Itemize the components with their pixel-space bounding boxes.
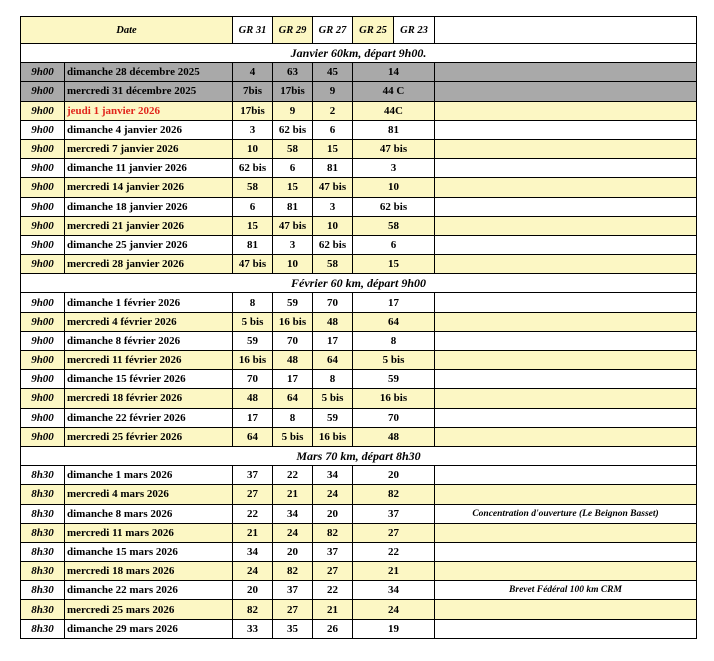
row-time: 9h00 — [21, 178, 65, 197]
row-date: dimanche 15 mars 2026 — [65, 542, 233, 561]
row-gr31: 22 — [233, 504, 273, 523]
row-date: dimanche 1 février 2026 — [65, 293, 233, 312]
row-gr31: 82 — [233, 600, 273, 619]
row-gr27: 6 — [313, 120, 353, 139]
schedule-row — [21, 389, 697, 408]
row-date: dimanche 22 mars 2026 — [65, 581, 233, 600]
row-gr25: 5 bis — [353, 351, 435, 370]
row-note — [435, 523, 697, 542]
schedule-row — [21, 312, 697, 331]
schedule-body — [21, 17, 697, 639]
row-gr25: 8 — [353, 331, 435, 350]
row-gr31: 64 — [233, 427, 273, 446]
row-gr31: 15 — [233, 216, 273, 235]
schedule-row — [21, 542, 697, 561]
row-date: dimanche 28 décembre 2025 — [65, 63, 233, 82]
row-time: 9h00 — [21, 63, 65, 82]
header-gr29: GR 29 — [273, 17, 313, 44]
row-gr31: 3 — [233, 120, 273, 139]
row-gr27: 24 — [313, 485, 353, 504]
row-gr25: 21 — [353, 562, 435, 581]
row-date: mercredi 14 janvier 2026 — [65, 178, 233, 197]
row-date: mercredi 25 février 2026 — [65, 427, 233, 446]
row-gr25: 10 — [353, 178, 435, 197]
row-note: Concentration d'ouverture (Le Beignon Basset) — [435, 504, 697, 523]
row-gr25: 22 — [353, 542, 435, 561]
row-gr27: 81 — [313, 159, 353, 178]
row-gr27: 45 — [313, 63, 353, 82]
header-gr25-gr23 — [353, 17, 435, 44]
row-gr29: 82 — [273, 562, 313, 581]
row-date: jeudi 1 janvier 2026 — [65, 101, 233, 120]
header-notes — [435, 17, 697, 44]
row-gr29: 10 — [273, 255, 313, 274]
section-header — [21, 446, 697, 465]
row-date: dimanche 15 février 2026 — [65, 370, 233, 389]
row-gr31: 62 bis — [233, 159, 273, 178]
schedule-row — [21, 159, 697, 178]
row-date: mercredi 11 février 2026 — [65, 351, 233, 370]
schedule-row — [21, 255, 697, 274]
row-gr25: 82 — [353, 485, 435, 504]
row-gr25: 81 — [353, 120, 435, 139]
section-title: Janvier 60km, départ 9h00. — [21, 44, 697, 63]
row-time: 9h00 — [21, 120, 65, 139]
row-gr31: 10 — [233, 139, 273, 158]
row-gr31: 47 bis — [233, 255, 273, 274]
row-time: 9h00 — [21, 255, 65, 274]
schedule-row — [21, 82, 697, 101]
row-gr29: 59 — [273, 293, 313, 312]
row-time: 9h00 — [21, 331, 65, 350]
row-gr31: 4 — [233, 63, 273, 82]
row-note — [435, 159, 697, 178]
schedule-row — [21, 523, 697, 542]
row-time: 8h30 — [21, 485, 65, 504]
schedule-row — [21, 139, 697, 158]
schedule-table — [20, 16, 697, 639]
schedule-row — [21, 178, 697, 197]
row-gr27: 47 bis — [313, 178, 353, 197]
row-gr29: 37 — [273, 581, 313, 600]
row-note — [435, 389, 697, 408]
row-gr25: 27 — [353, 523, 435, 542]
row-note — [435, 619, 697, 638]
row-note — [435, 312, 697, 331]
row-gr27: 3 — [313, 197, 353, 216]
schedule-row — [21, 216, 697, 235]
row-note — [435, 600, 697, 619]
row-gr31: 17bis — [233, 101, 273, 120]
row-gr27: 82 — [313, 523, 353, 542]
row-gr25: 14 — [353, 63, 435, 82]
schedule-row — [21, 120, 697, 139]
row-note — [435, 370, 697, 389]
row-gr29: 8 — [273, 408, 313, 427]
section-title: Mars 70 km, départ 8h30 — [21, 446, 697, 465]
row-gr25: 37 — [353, 504, 435, 523]
schedule-row — [21, 466, 697, 485]
row-gr27: 70 — [313, 293, 353, 312]
row-time: 8h30 — [21, 581, 65, 600]
row-gr31: 24 — [233, 562, 273, 581]
schedule-row — [21, 427, 697, 446]
row-gr27: 22 — [313, 581, 353, 600]
row-gr27: 17 — [313, 331, 353, 350]
row-time: 8h30 — [21, 619, 65, 638]
row-gr29: 16 bis — [273, 312, 313, 331]
row-note — [435, 235, 697, 254]
row-gr29: 64 — [273, 389, 313, 408]
schedule-row — [21, 370, 697, 389]
row-time: 9h00 — [21, 370, 65, 389]
row-note — [435, 562, 697, 581]
row-gr31: 8 — [233, 293, 273, 312]
row-time: 9h00 — [21, 389, 65, 408]
row-gr25: 6 — [353, 235, 435, 254]
schedule-row — [21, 600, 697, 619]
row-gr31: 58 — [233, 178, 273, 197]
row-time: 9h00 — [21, 197, 65, 216]
row-date: dimanche 4 janvier 2026 — [65, 120, 233, 139]
row-gr31: 17 — [233, 408, 273, 427]
row-note — [435, 197, 697, 216]
row-gr29: 21 — [273, 485, 313, 504]
row-gr29: 20 — [273, 542, 313, 561]
row-note — [435, 408, 697, 427]
row-gr25: 17 — [353, 293, 435, 312]
section-title: Février 60 km, départ 9h00 — [21, 274, 697, 293]
schedule-row — [21, 293, 697, 312]
row-gr29: 34 — [273, 504, 313, 523]
row-note — [435, 293, 697, 312]
row-date: mercredi 4 février 2026 — [65, 312, 233, 331]
row-date: dimanche 8 février 2026 — [65, 331, 233, 350]
row-gr27: 16 bis — [313, 427, 353, 446]
header-gr31: GR 31 — [233, 17, 273, 44]
row-gr29: 70 — [273, 331, 313, 350]
row-gr25: 44 C — [353, 82, 435, 101]
row-gr25: 20 — [353, 466, 435, 485]
row-gr29: 63 — [273, 63, 313, 82]
row-gr29: 6 — [273, 159, 313, 178]
row-time: 9h00 — [21, 139, 65, 158]
row-gr31: 7bis — [233, 82, 273, 101]
schedule-row — [21, 235, 697, 254]
row-note — [435, 351, 697, 370]
row-gr31: 34 — [233, 542, 273, 561]
row-gr27: 48 — [313, 312, 353, 331]
row-gr27: 64 — [313, 351, 353, 370]
row-time: 8h30 — [21, 600, 65, 619]
row-gr29: 3 — [273, 235, 313, 254]
row-gr31: 70 — [233, 370, 273, 389]
header-gr25: GR 25 — [353, 17, 394, 43]
schedule-row — [21, 63, 697, 82]
row-gr31: 81 — [233, 235, 273, 254]
row-date: mercredi 25 mars 2026 — [65, 600, 233, 619]
row-gr27: 62 bis — [313, 235, 353, 254]
row-time: 9h00 — [21, 159, 65, 178]
schedule-row — [21, 331, 697, 350]
row-gr29: 9 — [273, 101, 313, 120]
row-time: 9h00 — [21, 351, 65, 370]
row-gr29: 35 — [273, 619, 313, 638]
row-gr27: 37 — [313, 542, 353, 561]
row-gr25: 62 bis — [353, 197, 435, 216]
row-gr27: 15 — [313, 139, 353, 158]
row-gr29: 22 — [273, 466, 313, 485]
row-gr29: 58 — [273, 139, 313, 158]
row-gr29: 5 bis — [273, 427, 313, 446]
header-gr23: GR 23 — [400, 24, 428, 36]
row-gr25: 44C — [353, 101, 435, 120]
row-note — [435, 101, 697, 120]
row-gr27: 5 bis — [313, 389, 353, 408]
row-date: mercredi 28 janvier 2026 — [65, 255, 233, 274]
row-date: dimanche 22 février 2026 — [65, 408, 233, 427]
row-gr25: 19 — [353, 619, 435, 638]
row-gr27: 27 — [313, 562, 353, 581]
row-gr31: 33 — [233, 619, 273, 638]
row-note — [435, 120, 697, 139]
row-gr27: 2 — [313, 101, 353, 120]
row-gr25: 47 bis — [353, 139, 435, 158]
row-date: dimanche 1 mars 2026 — [65, 466, 233, 485]
row-gr31: 27 — [233, 485, 273, 504]
row-time: 9h00 — [21, 101, 65, 120]
row-gr25: 3 — [353, 159, 435, 178]
row-note — [435, 178, 697, 197]
row-note — [435, 139, 697, 158]
row-time: 9h00 — [21, 427, 65, 446]
row-gr25: 15 — [353, 255, 435, 274]
row-note — [435, 542, 697, 561]
row-gr25: 59 — [353, 370, 435, 389]
row-gr27: 34 — [313, 466, 353, 485]
row-time: 9h00 — [21, 216, 65, 235]
row-note — [435, 466, 697, 485]
row-date: mercredi 7 janvier 2026 — [65, 139, 233, 158]
row-gr25: 16 bis — [353, 389, 435, 408]
row-time: 8h30 — [21, 562, 65, 581]
row-gr25: 64 — [353, 312, 435, 331]
schedule-row — [21, 101, 697, 120]
schedule-row — [21, 351, 697, 370]
row-note — [435, 63, 697, 82]
row-time: 8h30 — [21, 542, 65, 561]
row-gr31: 20 — [233, 581, 273, 600]
schedule-row — [21, 485, 697, 504]
row-note — [435, 485, 697, 504]
row-time: 9h00 — [21, 312, 65, 331]
row-gr29: 27 — [273, 600, 313, 619]
row-date: dimanche 11 janvier 2026 — [65, 159, 233, 178]
row-gr31: 16 bis — [233, 351, 273, 370]
row-time: 8h30 — [21, 523, 65, 542]
row-date: mercredi 18 février 2026 — [65, 389, 233, 408]
section-header — [21, 274, 697, 293]
row-gr25: 24 — [353, 600, 435, 619]
row-gr25: 58 — [353, 216, 435, 235]
row-gr31: 48 — [233, 389, 273, 408]
row-date: dimanche 18 janvier 2026 — [65, 197, 233, 216]
row-gr29: 47 bis — [273, 216, 313, 235]
row-gr27: 58 — [313, 255, 353, 274]
row-gr27: 9 — [313, 82, 353, 101]
schedule-row — [21, 619, 697, 638]
row-time: 9h00 — [21, 293, 65, 312]
row-gr29: 48 — [273, 351, 313, 370]
row-note — [435, 216, 697, 235]
row-gr29: 62 bis — [273, 120, 313, 139]
row-gr31: 21 — [233, 523, 273, 542]
row-gr27: 20 — [313, 504, 353, 523]
row-date: mercredi 4 mars 2026 — [65, 485, 233, 504]
header-row — [21, 17, 697, 44]
row-gr29: 81 — [273, 197, 313, 216]
row-note — [435, 82, 697, 101]
row-date: mercredi 18 mars 2026 — [65, 562, 233, 581]
row-gr25: 34 — [353, 581, 435, 600]
row-time: 8h30 — [21, 466, 65, 485]
row-date: mercredi 11 mars 2026 — [65, 523, 233, 542]
row-time: 9h00 — [21, 82, 65, 101]
row-date: mercredi 31 décembre 2025 — [65, 82, 233, 101]
header-gr27: GR 27 — [313, 17, 353, 44]
row-gr31: 37 — [233, 466, 273, 485]
section-header — [21, 44, 697, 63]
row-note — [435, 427, 697, 446]
schedule-row — [21, 408, 697, 427]
row-gr27: 21 — [313, 600, 353, 619]
schedule-row — [21, 562, 697, 581]
row-gr27: 8 — [313, 370, 353, 389]
row-gr29: 15 — [273, 178, 313, 197]
row-date: dimanche 25 janvier 2026 — [65, 235, 233, 254]
row-gr27: 26 — [313, 619, 353, 638]
row-time: 9h00 — [21, 408, 65, 427]
row-gr31: 5 bis — [233, 312, 273, 331]
row-gr27: 59 — [313, 408, 353, 427]
row-date: mercredi 21 janvier 2026 — [65, 216, 233, 235]
row-gr29: 17bis — [273, 82, 313, 101]
row-gr29: 17 — [273, 370, 313, 389]
row-gr31: 6 — [233, 197, 273, 216]
header-date: Date — [21, 17, 233, 44]
row-gr25: 48 — [353, 427, 435, 446]
row-gr29: 24 — [273, 523, 313, 542]
row-note: Brevet Fédéral 100 km CRM — [435, 581, 697, 600]
row-gr25: 70 — [353, 408, 435, 427]
schedule-row — [21, 504, 697, 523]
schedule-row — [21, 197, 697, 216]
row-gr27: 10 — [313, 216, 353, 235]
row-date: dimanche 8 mars 2026 — [65, 504, 233, 523]
row-time: 9h00 — [21, 235, 65, 254]
row-gr31: 59 — [233, 331, 273, 350]
row-date: dimanche 29 mars 2026 — [65, 619, 233, 638]
row-note — [435, 331, 697, 350]
row-time: 8h30 — [21, 504, 65, 523]
row-note — [435, 255, 697, 274]
schedule-row — [21, 581, 697, 600]
